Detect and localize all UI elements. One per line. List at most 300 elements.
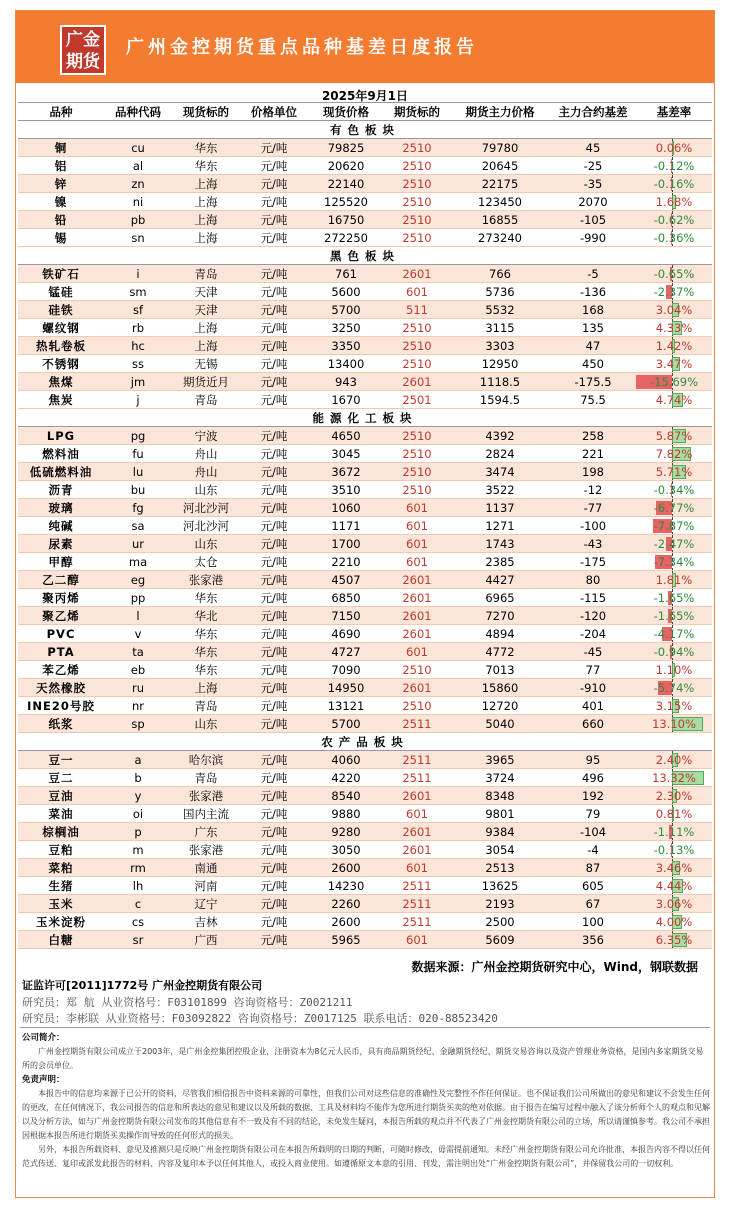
cell-name: 铁矿石 [18,265,104,283]
cell-unit: 元/吨 [240,445,308,463]
cell-code: sn [104,229,172,247]
cell-contract: 601 [384,643,450,661]
cell-spot: 2210 [308,553,384,571]
cell-spot: 16750 [308,211,384,229]
basis-rate-value: 2.40% [655,752,693,767]
cell-spot: 13121 [308,697,384,715]
cell-basis: 87 [550,859,636,877]
cell-basis: -136 [550,283,636,301]
basis-rate-value: -0.94% [653,644,695,659]
cell-rate [636,625,712,643]
cell-fut: 5609 [450,931,550,949]
section-title: 能源化工板块 [18,409,712,427]
disclaimer-heading: 免责声明： [22,1075,65,1085]
cell-contract: 2511 [384,769,450,787]
cell-basis: -35 [550,175,636,193]
cell-contract: 2511 [384,715,450,733]
cell-code: ss [104,355,172,373]
cell-rate [636,769,712,787]
table-row [18,337,712,355]
cell-unit: 元/吨 [240,769,308,787]
cell-contract: 2601 [384,571,450,589]
table-row [18,751,712,769]
cell-loc: 华东 [172,643,240,661]
cell-name: 燃料油 [18,445,104,463]
license-line: 证监许可[2011]1772号 广州金控期货有限公司 [22,979,263,992]
cell-fut: 4772 [450,643,550,661]
cell-spot: 1700 [308,535,384,553]
cell-spot: 14950 [308,679,384,697]
cell-contract: 601 [384,805,450,823]
cell-name: 不锈钢 [18,355,104,373]
cell-code: oi [104,805,172,823]
table-row [18,283,712,301]
cell-rate [636,337,712,355]
cell-basis: 100 [550,913,636,931]
cell-rate [636,193,712,211]
cell-spot: 6850 [308,589,384,607]
table-row [18,607,712,625]
cell-contract: 2601 [384,823,450,841]
cell-spot: 761 [308,265,384,283]
cell-fut: 4392 [450,427,550,445]
cell-loc: 上海 [172,679,240,697]
cell-code: nr [104,697,172,715]
cell-fut: 5736 [450,283,550,301]
cell-unit: 元/吨 [240,751,308,769]
table-row [18,319,712,337]
cell-spot: 20620 [308,157,384,175]
basis-rate-value: -0.13% [653,842,695,857]
cell-unit: 元/吨 [240,823,308,841]
cell-spot: 14230 [308,877,384,895]
cell-name: 聚乙烯 [18,607,104,625]
table-row [18,895,712,913]
cell-fut: 3303 [450,337,550,355]
basis-rate-value: 3.06% [655,896,693,911]
cell-basis: -77 [550,499,636,517]
cell-unit: 元/吨 [240,337,308,355]
cell-unit: 元/吨 [240,553,308,571]
table-row [18,517,712,535]
cell-rate [636,787,712,805]
table-row [18,499,712,517]
cell-loc: 华东 [172,661,240,679]
cell-loc: 山东 [172,535,240,553]
cell-spot: 943 [308,373,384,391]
cell-rate [636,229,712,247]
cell-fut: 4894 [450,625,550,643]
cell-loc: 南通 [172,859,240,877]
company-intro-heading: 公司简介： [22,1033,65,1043]
basis-rate-value: 4.44% [655,878,693,893]
cell-rate [636,265,712,283]
cell-loc: 上海 [172,229,240,247]
cell-unit: 元/吨 [240,859,308,877]
cell-basis: 605 [550,877,636,895]
cell-spot: 7150 [308,607,384,625]
cell-code: m [104,841,172,859]
cell-name: 生猪 [18,877,104,895]
cell-contract: 601 [384,553,450,571]
cell-basis: 77 [550,661,636,679]
section-row [18,121,712,139]
table-row [18,805,712,823]
cell-unit: 元/吨 [240,463,308,481]
cell-unit: 元/吨 [240,913,308,931]
cell-basis: -120 [550,607,636,625]
table-row [18,589,712,607]
cell-rate [636,931,712,949]
cell-code: l [104,607,172,625]
basis-table [18,102,712,949]
table-row [18,643,712,661]
cell-name: 玻璃 [18,499,104,517]
column-header: 现货标的 [172,103,240,121]
table-row [18,265,712,283]
cell-spot: 2600 [308,913,384,931]
cell-fut: 4427 [450,571,550,589]
cell-code: c [104,895,172,913]
cell-unit: 元/吨 [240,643,308,661]
cell-unit: 元/吨 [240,139,308,157]
cell-spot: 1670 [308,391,384,409]
cell-unit: 元/吨 [240,607,308,625]
cell-fut: 16855 [450,211,550,229]
cell-name: 白糖 [18,931,104,949]
cell-loc: 上海 [172,319,240,337]
cell-basis: 192 [550,787,636,805]
cell-name: 热轧卷板 [18,337,104,355]
column-header: 品种代码 [104,103,172,121]
basis-rate-value: 0.06% [655,140,693,155]
cell-contract: 2601 [384,589,450,607]
cell-name: 菜油 [18,805,104,823]
cell-unit: 元/吨 [240,373,308,391]
cell-name: 镍 [18,193,104,211]
basis-rate-value: -6.77% [653,500,695,515]
table-header-row [18,103,712,121]
cell-basis: -12 [550,481,636,499]
table-row [18,175,712,193]
cell-name: 焦炭 [18,391,104,409]
cell-code: cu [104,139,172,157]
table-row [18,535,712,553]
cell-fut: 8348 [450,787,550,805]
cell-unit: 元/吨 [240,211,308,229]
cell-code: sp [104,715,172,733]
cell-contract: 2601 [384,841,450,859]
cell-basis: 496 [550,769,636,787]
cell-fut: 2824 [450,445,550,463]
cell-name: PVC [18,625,104,643]
cell-fut: 2385 [450,553,550,571]
basis-rate-value: 4.33% [655,320,693,335]
table-row [18,553,712,571]
cell-unit: 元/吨 [240,283,308,301]
cell-contract: 601 [384,859,450,877]
cell-rate [636,319,712,337]
cell-basis: 135 [550,319,636,337]
cell-unit: 元/吨 [240,877,308,895]
column-header: 期货主力价格 [450,103,550,121]
data-source: 数据来源：广州金控期货研究中心，Wind，钢联数据 [411,960,698,974]
table-row [18,427,712,445]
cell-spot: 2600 [308,859,384,877]
cell-loc: 宁波 [172,427,240,445]
cell-basis: -104 [550,823,636,841]
cell-rate [636,139,712,157]
cell-name: 天然橡胶 [18,679,104,697]
table-body [18,121,712,949]
cell-contract: 2601 [384,787,450,805]
cell-unit: 元/吨 [240,841,308,859]
cell-loc: 吉林 [172,913,240,931]
cell-loc: 上海 [172,175,240,193]
cell-spot: 9280 [308,823,384,841]
cell-loc: 山东 [172,481,240,499]
cell-code: fg [104,499,172,517]
cell-spot: 7090 [308,661,384,679]
cell-loc: 哈尔滨 [172,751,240,769]
cell-fut: 2193 [450,895,550,913]
cell-loc: 山东 [172,715,240,733]
cell-basis: 356 [550,931,636,949]
cell-name: 铅 [18,211,104,229]
cell-name: 螺纹钢 [18,319,104,337]
cell-contract: 2510 [384,229,450,247]
cell-code: ta [104,643,172,661]
section-row [18,247,712,265]
logo-line-2: 期货 [66,52,100,72]
section-title: 农产品板块 [18,733,712,751]
cell-code: a [104,751,172,769]
cell-fut: 13625 [450,877,550,895]
cell-rate [636,283,712,301]
cell-fut: 1743 [450,535,550,553]
column-header: 基差率 [636,103,712,121]
cell-unit: 元/吨 [240,391,308,409]
table-row [18,625,712,643]
cell-loc: 天津 [172,301,240,319]
table-row [18,229,712,247]
cell-code: rm [104,859,172,877]
cell-spot: 4650 [308,427,384,445]
cell-contract: 2510 [384,661,450,679]
cell-loc: 华东 [172,139,240,157]
basis-rate-value: -7.34% [653,554,695,569]
cell-contract: 2510 [384,697,450,715]
cell-code: pg [104,427,172,445]
section-row [18,409,712,427]
cell-contract: 2511 [384,751,450,769]
cell-fut: 1137 [450,499,550,517]
cell-rate [636,301,712,319]
cell-code: eg [104,571,172,589]
cell-unit: 元/吨 [240,229,308,247]
basis-rate-value: 6.35% [655,932,693,947]
cell-rate [636,643,712,661]
cell-fut: 3965 [450,751,550,769]
cell-code: rb [104,319,172,337]
cell-fut: 3522 [450,481,550,499]
basis-rate-value: 3.47% [655,356,693,371]
cell-name: 铜 [18,139,104,157]
basis-rate-value: 13.32% [652,770,696,785]
cell-loc: 广东 [172,823,240,841]
cell-basis: 450 [550,355,636,373]
cell-name: 豆二 [18,769,104,787]
cell-basis: 2070 [550,193,636,211]
cell-rate [636,499,712,517]
cell-name: INE20号胶 [18,697,104,715]
cell-loc: 张家港 [172,787,240,805]
cell-contract: 2511 [384,877,450,895]
analyst-1: 研究员：郑 航 从业资格号：F03101899 咨询资格号：Z0021211 [22,996,353,1009]
cell-spot: 125520 [308,193,384,211]
table-row [18,571,712,589]
cell-spot: 79825 [308,139,384,157]
cell-code: eb [104,661,172,679]
cell-contract: 2601 [384,679,450,697]
basis-rate-value: -5.74% [653,680,695,695]
report-title: 广州金控期货重点品种基差日度报告 [126,37,478,58]
cell-spot: 2260 [308,895,384,913]
cell-unit: 元/吨 [240,589,308,607]
cell-rate [636,661,712,679]
column-header: 价格单位 [240,103,308,121]
cell-contract: 2510 [384,139,450,157]
table-row [18,823,712,841]
cell-loc: 无锡 [172,355,240,373]
cell-unit: 元/吨 [240,499,308,517]
cell-basis: 660 [550,715,636,733]
cell-code: fu [104,445,172,463]
cell-fut: 6965 [450,589,550,607]
cell-loc: 河北沙河 [172,499,240,517]
cell-contract: 2510 [384,463,450,481]
cell-unit: 元/吨 [240,355,308,373]
cell-contract: 601 [384,499,450,517]
cell-basis: -115 [550,589,636,607]
cell-name: 棕榈油 [18,823,104,841]
cell-contract: 2510 [384,193,450,211]
logo-line-1: 广金 [66,30,100,50]
cell-basis: 258 [550,427,636,445]
cell-basis: -175 [550,553,636,571]
cell-spot: 9880 [308,805,384,823]
cell-unit: 元/吨 [240,661,308,679]
cell-code: ni [104,193,172,211]
cell-loc: 广西 [172,931,240,949]
cell-name: 玉米 [18,895,104,913]
section-title: 黑色板块 [18,247,712,265]
report-header [16,11,714,83]
table-row [18,697,712,715]
cell-basis: -25 [550,157,636,175]
basis-rate-value: -2.47% [653,536,695,551]
cell-contract: 2601 [384,265,450,283]
cell-fut: 12720 [450,697,550,715]
cell-name: LPG [18,427,104,445]
cell-loc: 舟山 [172,445,240,463]
basis-rate-value: 3.46% [655,860,693,875]
basis-rate-value: 0.81% [655,806,693,821]
cell-contract: 601 [384,283,450,301]
cell-fut: 9384 [450,823,550,841]
cell-unit: 元/吨 [240,679,308,697]
cell-spot: 3510 [308,481,384,499]
cell-name: 纸浆 [18,715,104,733]
section-title: 有色板块 [18,121,712,139]
cell-unit: 元/吨 [240,319,308,337]
cell-code: y [104,787,172,805]
cell-loc: 国内主流 [172,805,240,823]
cell-rate [636,157,712,175]
cell-fut: 5040 [450,715,550,733]
basis-rate-value: 3.04% [655,302,693,317]
cell-spot: 3045 [308,445,384,463]
cell-code: hc [104,337,172,355]
cell-basis: 198 [550,463,636,481]
cell-basis: 221 [550,445,636,463]
cell-loc: 舟山 [172,463,240,481]
table-row [18,877,712,895]
cell-code: v [104,625,172,643]
table-row [18,787,712,805]
table-row [18,913,712,931]
cell-spot: 8540 [308,787,384,805]
cell-loc: 辽宁 [172,895,240,913]
cell-spot: 5600 [308,283,384,301]
basis-rate-value: 5.87% [655,428,693,443]
cell-loc: 张家港 [172,841,240,859]
cell-contract: 2510 [384,157,450,175]
cell-spot: 5700 [308,301,384,319]
cell-rate [636,355,712,373]
cell-name: 锌 [18,175,104,193]
cell-name: 菜粕 [18,859,104,877]
cell-rate [636,463,712,481]
cell-unit: 元/吨 [240,175,308,193]
basis-rate-value: 1.10% [655,662,693,677]
table-row [18,931,712,949]
cell-fut: 3115 [450,319,550,337]
cell-basis: -100 [550,517,636,535]
cell-rate [636,427,712,445]
table-row [18,841,712,859]
cell-code: zn [104,175,172,193]
table-row [18,463,712,481]
table-row [18,301,712,319]
table-row [18,355,712,373]
cell-fut: 3474 [450,463,550,481]
basis-rate-value: -0.12% [653,158,695,173]
basis-rate-value: -0.65% [653,266,695,281]
cell-code: al [104,157,172,175]
report-frame [15,10,715,1198]
cell-contract: 2510 [384,427,450,445]
cell-spot: 5700 [308,715,384,733]
cell-basis: -175.5 [550,373,636,391]
basis-rate-value: -4.17% [653,626,695,641]
cell-spot: 13400 [308,355,384,373]
cell-rate [636,571,712,589]
cell-contract: 2510 [384,337,450,355]
cell-code: lu [104,463,172,481]
cell-rate [636,859,712,877]
cell-loc: 青岛 [172,697,240,715]
